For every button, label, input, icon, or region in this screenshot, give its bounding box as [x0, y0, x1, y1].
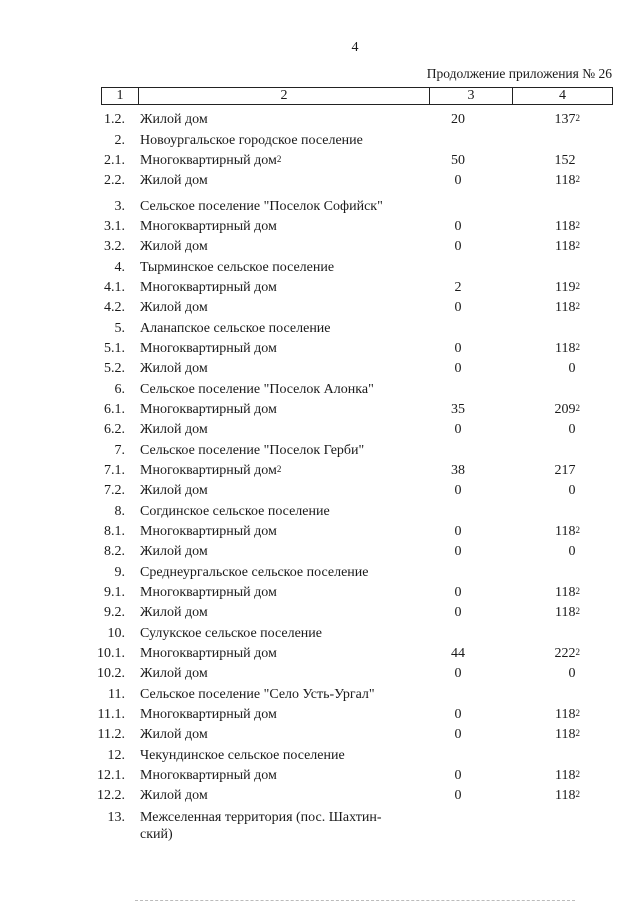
column-3-value: 0	[454, 524, 462, 539]
row-name: Жилой дом	[140, 173, 208, 188]
row-name: Сулукское сельское поселение	[140, 626, 322, 641]
row-name: Тырминское сельское поселение	[140, 260, 335, 275]
column-4-value	[569, 665, 581, 683]
row-number: 2.1.	[104, 153, 125, 168]
table-row	[0, 401, 640, 419]
footnote-mark: 2	[575, 789, 580, 799]
row-number: 1.2.	[104, 112, 125, 127]
table-row	[0, 665, 640, 683]
column-3-value: 0	[454, 422, 462, 437]
footnote-mark: 2	[575, 403, 580, 413]
table-row	[0, 111, 640, 129]
row-name: Среднеургальское сельское поселение	[140, 565, 369, 580]
table-row	[0, 787, 640, 805]
column-4-number: 118	[555, 173, 576, 188]
column-4-value	[555, 401, 581, 419]
row-number: 12.1.	[97, 768, 125, 783]
row-number: 10.1.	[97, 646, 125, 661]
table-row	[0, 238, 640, 256]
row-name: Сельское поселение "Поселок Софийск"	[140, 199, 383, 214]
row-number: 8.2.	[104, 544, 125, 559]
row-number: 7.2.	[104, 483, 125, 498]
row-number: 11.1.	[97, 707, 125, 722]
column-3-value: 20	[451, 112, 465, 127]
column-4-value	[555, 787, 580, 805]
row-number: 10.	[107, 626, 125, 641]
footnote-mark: 2	[575, 586, 580, 596]
row-number: 8.1.	[104, 524, 125, 539]
row-name: Многоквартирный дом	[140, 646, 277, 661]
column-4-number: 118	[555, 585, 576, 600]
table-row	[0, 299, 640, 317]
column-3-value: 0	[454, 544, 462, 559]
column-4-value	[555, 152, 581, 170]
column-4-number: 118	[555, 788, 576, 803]
column-4-number: 222	[554, 646, 576, 661]
column-4-number: 217	[554, 463, 576, 478]
row-name-continuation: ский)	[140, 827, 173, 842]
table-row	[0, 726, 640, 744]
row-name: Жилой дом	[140, 544, 208, 559]
row-number: 9.1.	[104, 585, 125, 600]
column-4-number: 0	[568, 422, 576, 437]
column-4-value	[555, 299, 580, 317]
footnote-mark: 2	[575, 174, 580, 184]
column-4-number: 152	[554, 153, 576, 168]
table-row	[0, 198, 640, 216]
row-number: 8.	[114, 504, 125, 519]
table-row	[0, 152, 640, 170]
row-name: Многоквартирный дом	[140, 402, 277, 417]
column-4-number: 118	[555, 300, 576, 315]
column-3-value: 0	[454, 585, 462, 600]
row-name: Новоургальское городское поселение	[140, 133, 363, 148]
table-row	[0, 645, 640, 663]
column-4-value	[555, 726, 580, 744]
footnote-mark: 2	[575, 728, 580, 738]
row-number: 2.2.	[104, 173, 125, 188]
footnote-mark: 2	[575, 769, 580, 779]
column-3-value: 0	[454, 605, 462, 620]
table-row	[0, 360, 640, 378]
column-4-number: 118	[555, 219, 576, 234]
table-row	[0, 482, 640, 500]
row-name: Жилой дом	[140, 422, 208, 437]
row-name: Жилой дом	[140, 239, 208, 254]
row-name: Жилой дом	[140, 666, 208, 681]
appendix-caption: Продолжение приложения № 26	[426, 66, 612, 81]
row-number: 2.	[114, 133, 125, 148]
column-4-number: 137	[554, 112, 576, 127]
column-header: 3	[430, 88, 513, 105]
column-4-number: 209	[554, 402, 576, 417]
row-name: Согдинское сельское поселение	[140, 504, 330, 519]
column-4-number: 118	[555, 768, 576, 783]
footnote-mark: 2	[575, 525, 580, 535]
row-number: 11.	[108, 687, 125, 702]
table-row	[0, 421, 640, 439]
row-number: 7.1.	[104, 463, 125, 478]
row-number: 10.2.	[97, 666, 125, 681]
column-4-value	[555, 218, 580, 236]
footnote-mark: 2	[575, 220, 580, 230]
column-4-number: 118	[555, 239, 576, 254]
row-name: Сельское поселение "Поселок Алонка"	[140, 382, 374, 397]
row-number: 3.	[114, 199, 125, 214]
row-number: 4.	[114, 260, 125, 275]
table-row	[0, 625, 640, 643]
column-3-value: 0	[454, 361, 462, 376]
table-row	[0, 686, 640, 704]
row-name: Многоквартирный дом	[140, 524, 277, 539]
row-name: Жилой дом	[140, 788, 208, 803]
row-name: Многоквартирный дом	[140, 707, 277, 722]
table-row	[0, 543, 640, 561]
table-row	[0, 706, 640, 724]
row-number: 5.1.	[104, 341, 125, 356]
table-row	[0, 523, 640, 541]
column-4-value	[569, 543, 581, 561]
column-3-value: 0	[454, 300, 462, 315]
row-name: Многоквартирный дом	[140, 585, 277, 600]
table-row	[0, 320, 640, 338]
column-3-value: 35	[451, 402, 465, 417]
table-row	[0, 767, 640, 785]
row-number: 5.	[114, 321, 125, 336]
row-number: 6.1.	[104, 402, 125, 417]
footnote-mark: 2	[276, 464, 282, 474]
column-3-value: 0	[454, 788, 462, 803]
table-row	[0, 584, 640, 602]
column-3-value: 44	[451, 646, 465, 661]
table-row	[0, 503, 640, 521]
row-number: 4.2.	[104, 300, 125, 315]
column-3-value: 0	[454, 239, 462, 254]
table-row	[0, 747, 640, 765]
row-name: Жилой дом	[140, 483, 208, 498]
row-number: 9.	[114, 565, 125, 580]
table-row	[0, 279, 640, 297]
row-number: 4.1.	[104, 280, 125, 295]
row-name: Жилой дом	[140, 361, 208, 376]
column-4-value	[569, 482, 581, 500]
column-4-number: 0	[568, 544, 576, 559]
column-4-value	[569, 360, 581, 378]
row-number: 12.	[107, 748, 125, 763]
row-number: 11.2.	[97, 727, 125, 742]
row-name: Многоквартирный дом$^2$	[140, 153, 282, 168]
row-name: Многоквартирный дом$^2$	[140, 463, 282, 478]
footnote-mark: 2	[575, 342, 580, 352]
column-3-value: 50	[451, 153, 465, 168]
footnote-mark: 2	[575, 240, 580, 250]
column-3-value: 0	[454, 707, 462, 722]
column-3-value: 38	[451, 463, 465, 478]
column-4-value	[569, 421, 581, 439]
table-row	[0, 259, 640, 277]
row-number: 3.1.	[104, 219, 125, 234]
column-4-value	[555, 767, 580, 785]
column-4-number: 118	[555, 707, 576, 722]
row-name: Сельское поселение "Поселок Герби"	[140, 443, 365, 458]
column-3-value: 0	[454, 483, 462, 498]
row-name: Жилой дом	[140, 727, 208, 742]
row-name: Чекундинское сельское поселение	[140, 748, 345, 763]
table-row	[0, 564, 640, 582]
page-number: 4	[351, 40, 359, 55]
row-number: 12.2.	[97, 788, 125, 803]
row-number: 6.2.	[104, 422, 125, 437]
row-name: Жилой дом	[140, 112, 208, 127]
footnote-mark: 2	[575, 647, 580, 657]
footnote-mark: 2	[575, 301, 580, 311]
column-3-value: 0	[454, 173, 462, 188]
footnote-mark: 2	[575, 281, 580, 291]
column-4-number: 0	[568, 666, 576, 681]
column-4-number: 119	[555, 280, 576, 295]
column-3-value: 0	[454, 768, 462, 783]
row-name: Многоквартирный дом	[140, 341, 277, 356]
column-4-value	[555, 604, 580, 622]
footnote-mark: 2	[276, 154, 282, 164]
row-number: 13.	[107, 810, 125, 825]
column-header: 4	[513, 88, 613, 105]
column-4-number: 118	[555, 727, 576, 742]
table-row	[0, 462, 640, 480]
column-4-value	[555, 172, 580, 190]
column-4-value	[555, 238, 580, 256]
column-4-number: 0	[568, 361, 576, 376]
column-4-value	[555, 706, 580, 724]
table-row	[0, 809, 640, 842]
column-3-value: 2	[454, 280, 462, 295]
row-number: 5.2.	[104, 361, 125, 376]
column-4-value	[555, 462, 581, 480]
row-name: Сельское поселение "Село Усть-Ургал"	[140, 687, 375, 702]
column-4-value	[555, 584, 580, 602]
column-4-value	[555, 111, 581, 129]
column-4-number: 118	[555, 524, 576, 539]
row-name: Жилой дом	[140, 605, 208, 620]
table-row	[0, 340, 640, 358]
row-name: Многоквартирный дом	[140, 768, 277, 783]
column-3-value: 0	[454, 341, 462, 356]
column-4-number: 118	[555, 605, 576, 620]
row-name: Жилой дом	[140, 300, 208, 315]
column-3-value: 0	[454, 666, 462, 681]
row-number: 9.2.	[104, 605, 125, 620]
column-4-value	[555, 340, 580, 358]
row-number: 6.	[114, 382, 125, 397]
footnote-mark: 2	[575, 113, 580, 123]
footnote-mark: 2	[575, 606, 580, 616]
table-row	[0, 172, 640, 190]
footer-divider	[135, 900, 575, 901]
column-4-value	[555, 645, 581, 663]
footnote-mark: 2	[575, 708, 580, 718]
row-name: Аланапское сельское поселение	[140, 321, 331, 336]
table-row	[0, 381, 640, 399]
table-row	[0, 442, 640, 460]
row-name: Многоквартирный дом	[140, 280, 277, 295]
row-number: 7.	[114, 443, 125, 458]
column-4-value	[555, 523, 580, 541]
table-row	[0, 132, 640, 150]
column-4-value	[555, 279, 580, 297]
column-header: 2	[139, 88, 430, 105]
row-name: Межселенная территория (пос. Шахтин-	[140, 810, 382, 825]
column-4-number: 0	[568, 483, 576, 498]
row-number: 3.2.	[104, 239, 125, 254]
table-row	[0, 218, 640, 236]
row-name: Многоквартирный дом	[140, 219, 277, 234]
column-header: 1	[102, 88, 139, 105]
column-3-value: 0	[454, 727, 462, 742]
column-3-value: 0	[454, 219, 462, 234]
column-4-number: 118	[555, 341, 576, 356]
table-row	[0, 604, 640, 622]
